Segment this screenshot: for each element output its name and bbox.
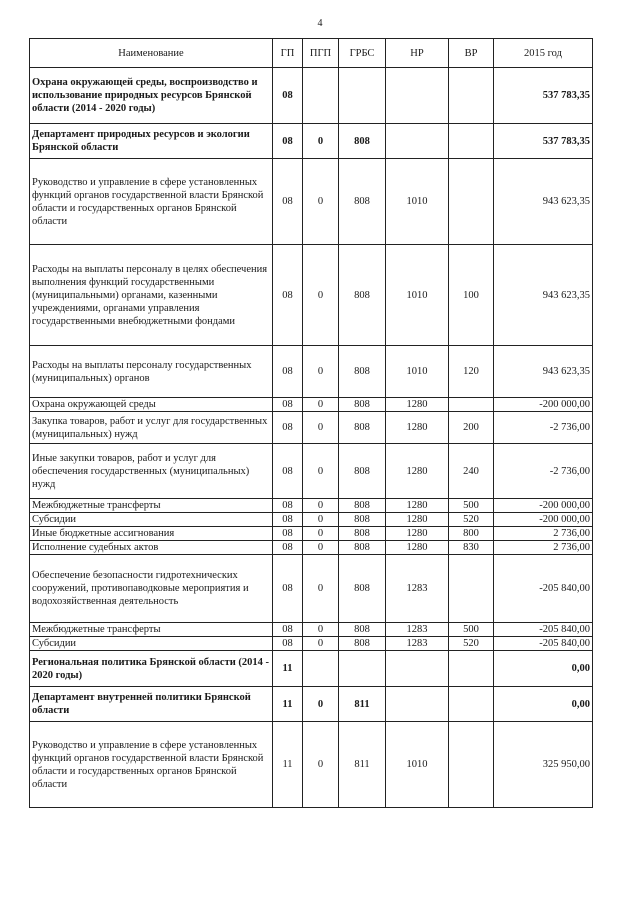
row-pgp: 0 <box>303 124 339 159</box>
table-row <box>30 444 593 499</box>
row-grbs: 808 <box>339 499 386 513</box>
row-np <box>386 124 449 159</box>
row-np: 1280 <box>386 398 449 412</box>
row-vr <box>449 651 494 687</box>
row-amount: 943 623,35 <box>494 346 593 398</box>
row-amount: 2 736,00 <box>494 541 593 555</box>
row-gp: 08 <box>273 159 303 245</box>
row-pgp: 0 <box>303 687 339 722</box>
table-row <box>30 637 593 651</box>
row-pgp <box>303 651 339 687</box>
row-name: Региональная политика Брянской области (2014 - 2020 годы) <box>30 651 273 687</box>
row-vr: 830 <box>449 541 494 555</box>
row-grbs: 808 <box>339 412 386 444</box>
row-grbs: 808 <box>339 159 386 245</box>
row-amount: -2 736,00 <box>494 412 593 444</box>
table-row <box>30 527 593 541</box>
table-row <box>30 68 593 124</box>
row-amount: -200 000,00 <box>494 499 593 513</box>
row-pgp: 0 <box>303 527 339 541</box>
row-np: 1283 <box>386 637 449 651</box>
row-gp: 08 <box>273 555 303 623</box>
row-grbs: 811 <box>339 687 386 722</box>
table-row <box>30 651 593 687</box>
row-np: 1283 <box>386 555 449 623</box>
row-vr <box>449 555 494 623</box>
row-pgp: 0 <box>303 555 339 623</box>
row-vr: 800 <box>449 527 494 541</box>
row-amount: -205 840,00 <box>494 637 593 651</box>
row-name: Иные бюджетные ассигнования <box>30 527 273 541</box>
row-np <box>386 687 449 722</box>
row-pgp: 0 <box>303 412 339 444</box>
row-np: 1280 <box>386 527 449 541</box>
row-gp: 08 <box>273 346 303 398</box>
row-grbs: 808 <box>339 346 386 398</box>
row-name: Обеспечение безопасности гидротехнических сооружений, противопаводковые мероприятия и водохозяйственная деятельность <box>30 555 273 623</box>
row-np: 1280 <box>386 541 449 555</box>
row-amount: 2 736,00 <box>494 527 593 541</box>
row-grbs: 808 <box>339 444 386 499</box>
row-vr: 500 <box>449 623 494 637</box>
row-amount: 943 623,35 <box>494 245 593 346</box>
row-pgp: 0 <box>303 637 339 651</box>
row-grbs: 808 <box>339 637 386 651</box>
row-gp: 08 <box>273 541 303 555</box>
row-pgp: 0 <box>303 159 339 245</box>
row-np: 1010 <box>386 722 449 808</box>
table-row <box>30 623 593 637</box>
row-name: Департамент природных ресурсов и экологии Брянской области <box>30 124 273 159</box>
row-pgp: 0 <box>303 346 339 398</box>
header-grbs: ГРБС <box>339 39 386 68</box>
table-row <box>30 499 593 513</box>
row-pgp: 0 <box>303 245 339 346</box>
row-gp: 08 <box>273 527 303 541</box>
header-gp: ГП <box>273 39 303 68</box>
row-amount: -200 000,00 <box>494 398 593 412</box>
row-name: Расходы на выплаты персоналу в целях обеспечения выполнения функций государственными (муниципальными) органами, казенными учреждениями, органами управления государственными внебюджетными фондами <box>30 245 273 346</box>
row-gp: 11 <box>273 722 303 808</box>
row-grbs: 808 <box>339 398 386 412</box>
row-vr: 520 <box>449 637 494 651</box>
row-vr: 200 <box>449 412 494 444</box>
row-name: Охрана окружающей среды <box>30 398 273 412</box>
row-grbs: 808 <box>339 555 386 623</box>
row-vr: 240 <box>449 444 494 499</box>
table-row <box>30 346 593 398</box>
row-grbs: 808 <box>339 541 386 555</box>
row-grbs <box>339 68 386 124</box>
row-vr: 500 <box>449 499 494 513</box>
row-np <box>386 651 449 687</box>
header-year: 2015 год <box>494 39 593 68</box>
row-np <box>386 68 449 124</box>
row-gp: 08 <box>273 499 303 513</box>
row-vr <box>449 124 494 159</box>
row-vr <box>449 68 494 124</box>
row-name: Охрана окружающей среды, воспроизводство и использование природных ресурсов Брянской области (2014 - 2020 годы) <box>30 68 273 124</box>
table-row <box>30 124 593 159</box>
row-amount: 325 950,00 <box>494 722 593 808</box>
row-gp: 11 <box>273 651 303 687</box>
table-row <box>30 398 593 412</box>
row-name: Руководство и управление в сфере установленных функций органов государственной власти Брянской области и государственных органов Брянской области <box>30 722 273 808</box>
row-vr: 120 <box>449 346 494 398</box>
row-gp: 08 <box>273 513 303 527</box>
table-header-row <box>30 39 593 68</box>
budget-table <box>29 38 593 808</box>
row-grbs <box>339 651 386 687</box>
row-np: 1280 <box>386 499 449 513</box>
row-grbs: 808 <box>339 527 386 541</box>
row-amount: 537 783,35 <box>494 124 593 159</box>
row-grbs: 811 <box>339 722 386 808</box>
table-row <box>30 245 593 346</box>
table-row <box>30 159 593 245</box>
row-np: 1010 <box>386 346 449 398</box>
row-pgp: 0 <box>303 398 339 412</box>
row-grbs: 808 <box>339 245 386 346</box>
table-row <box>30 687 593 722</box>
row-vr <box>449 687 494 722</box>
row-name: Иные закупки товаров, работ и услуг для обеспечения государственных (муниципальных) нужд <box>30 444 273 499</box>
row-amount: -200 000,00 <box>494 513 593 527</box>
row-vr: 520 <box>449 513 494 527</box>
row-gp: 08 <box>273 637 303 651</box>
row-gp: 11 <box>273 687 303 722</box>
row-gp: 08 <box>273 398 303 412</box>
row-np: 1010 <box>386 245 449 346</box>
row-name: Закупка товаров, работ и услуг для государственных (муниципальных) нужд <box>30 412 273 444</box>
row-gp: 08 <box>273 623 303 637</box>
row-amount: 537 783,35 <box>494 68 593 124</box>
row-amount: -2 736,00 <box>494 444 593 499</box>
row-np: 1280 <box>386 444 449 499</box>
row-gp: 08 <box>273 68 303 124</box>
row-np: 1280 <box>386 412 449 444</box>
row-name: Руководство и управление в сфере установленных функций органов государственной власти Брянской области и государственных органов Брянской области <box>30 159 273 245</box>
row-name: Расходы на выплаты персоналу государственных (муниципальных) органов <box>30 346 273 398</box>
row-gp: 08 <box>273 444 303 499</box>
table-row <box>30 412 593 444</box>
row-gp: 08 <box>273 245 303 346</box>
row-amount: -205 840,00 <box>494 623 593 637</box>
row-vr <box>449 398 494 412</box>
row-pgp: 0 <box>303 541 339 555</box>
row-amount: 0,00 <box>494 651 593 687</box>
page-number: 4 <box>317 18 323 29</box>
row-vr: 100 <box>449 245 494 346</box>
row-name: Межбюджетные трансферты <box>30 623 273 637</box>
row-name: Межбюджетные трансферты <box>30 499 273 513</box>
header-vr: ВР <box>449 39 494 68</box>
row-pgp: 0 <box>303 444 339 499</box>
row-pgp <box>303 68 339 124</box>
row-name: Субсидии <box>30 513 273 527</box>
row-name: Исполнение судебных актов <box>30 541 273 555</box>
row-vr <box>449 159 494 245</box>
row-amount: 0,00 <box>494 687 593 722</box>
row-grbs: 808 <box>339 513 386 527</box>
header-np: НР <box>386 39 449 68</box>
row-np: 1283 <box>386 623 449 637</box>
row-amount: -205 840,00 <box>494 555 593 623</box>
row-grbs: 808 <box>339 623 386 637</box>
row-amount: 943 623,35 <box>494 159 593 245</box>
header-pgp: ПГП <box>303 39 339 68</box>
row-pgp: 0 <box>303 499 339 513</box>
row-gp: 08 <box>273 412 303 444</box>
header-name: Наименование <box>30 39 273 68</box>
row-np: 1010 <box>386 159 449 245</box>
row-vr <box>449 722 494 808</box>
row-name: Субсидии <box>30 637 273 651</box>
row-pgp: 0 <box>303 623 339 637</box>
table-row <box>30 513 593 527</box>
table-row <box>30 541 593 555</box>
row-np: 1280 <box>386 513 449 527</box>
row-grbs: 808 <box>339 124 386 159</box>
table-row <box>30 555 593 623</box>
row-pgp: 0 <box>303 513 339 527</box>
row-name: Департамент внутренней политики Брянской области <box>30 687 273 722</box>
table-row <box>30 722 593 808</box>
row-gp: 08 <box>273 124 303 159</box>
row-pgp: 0 <box>303 722 339 808</box>
